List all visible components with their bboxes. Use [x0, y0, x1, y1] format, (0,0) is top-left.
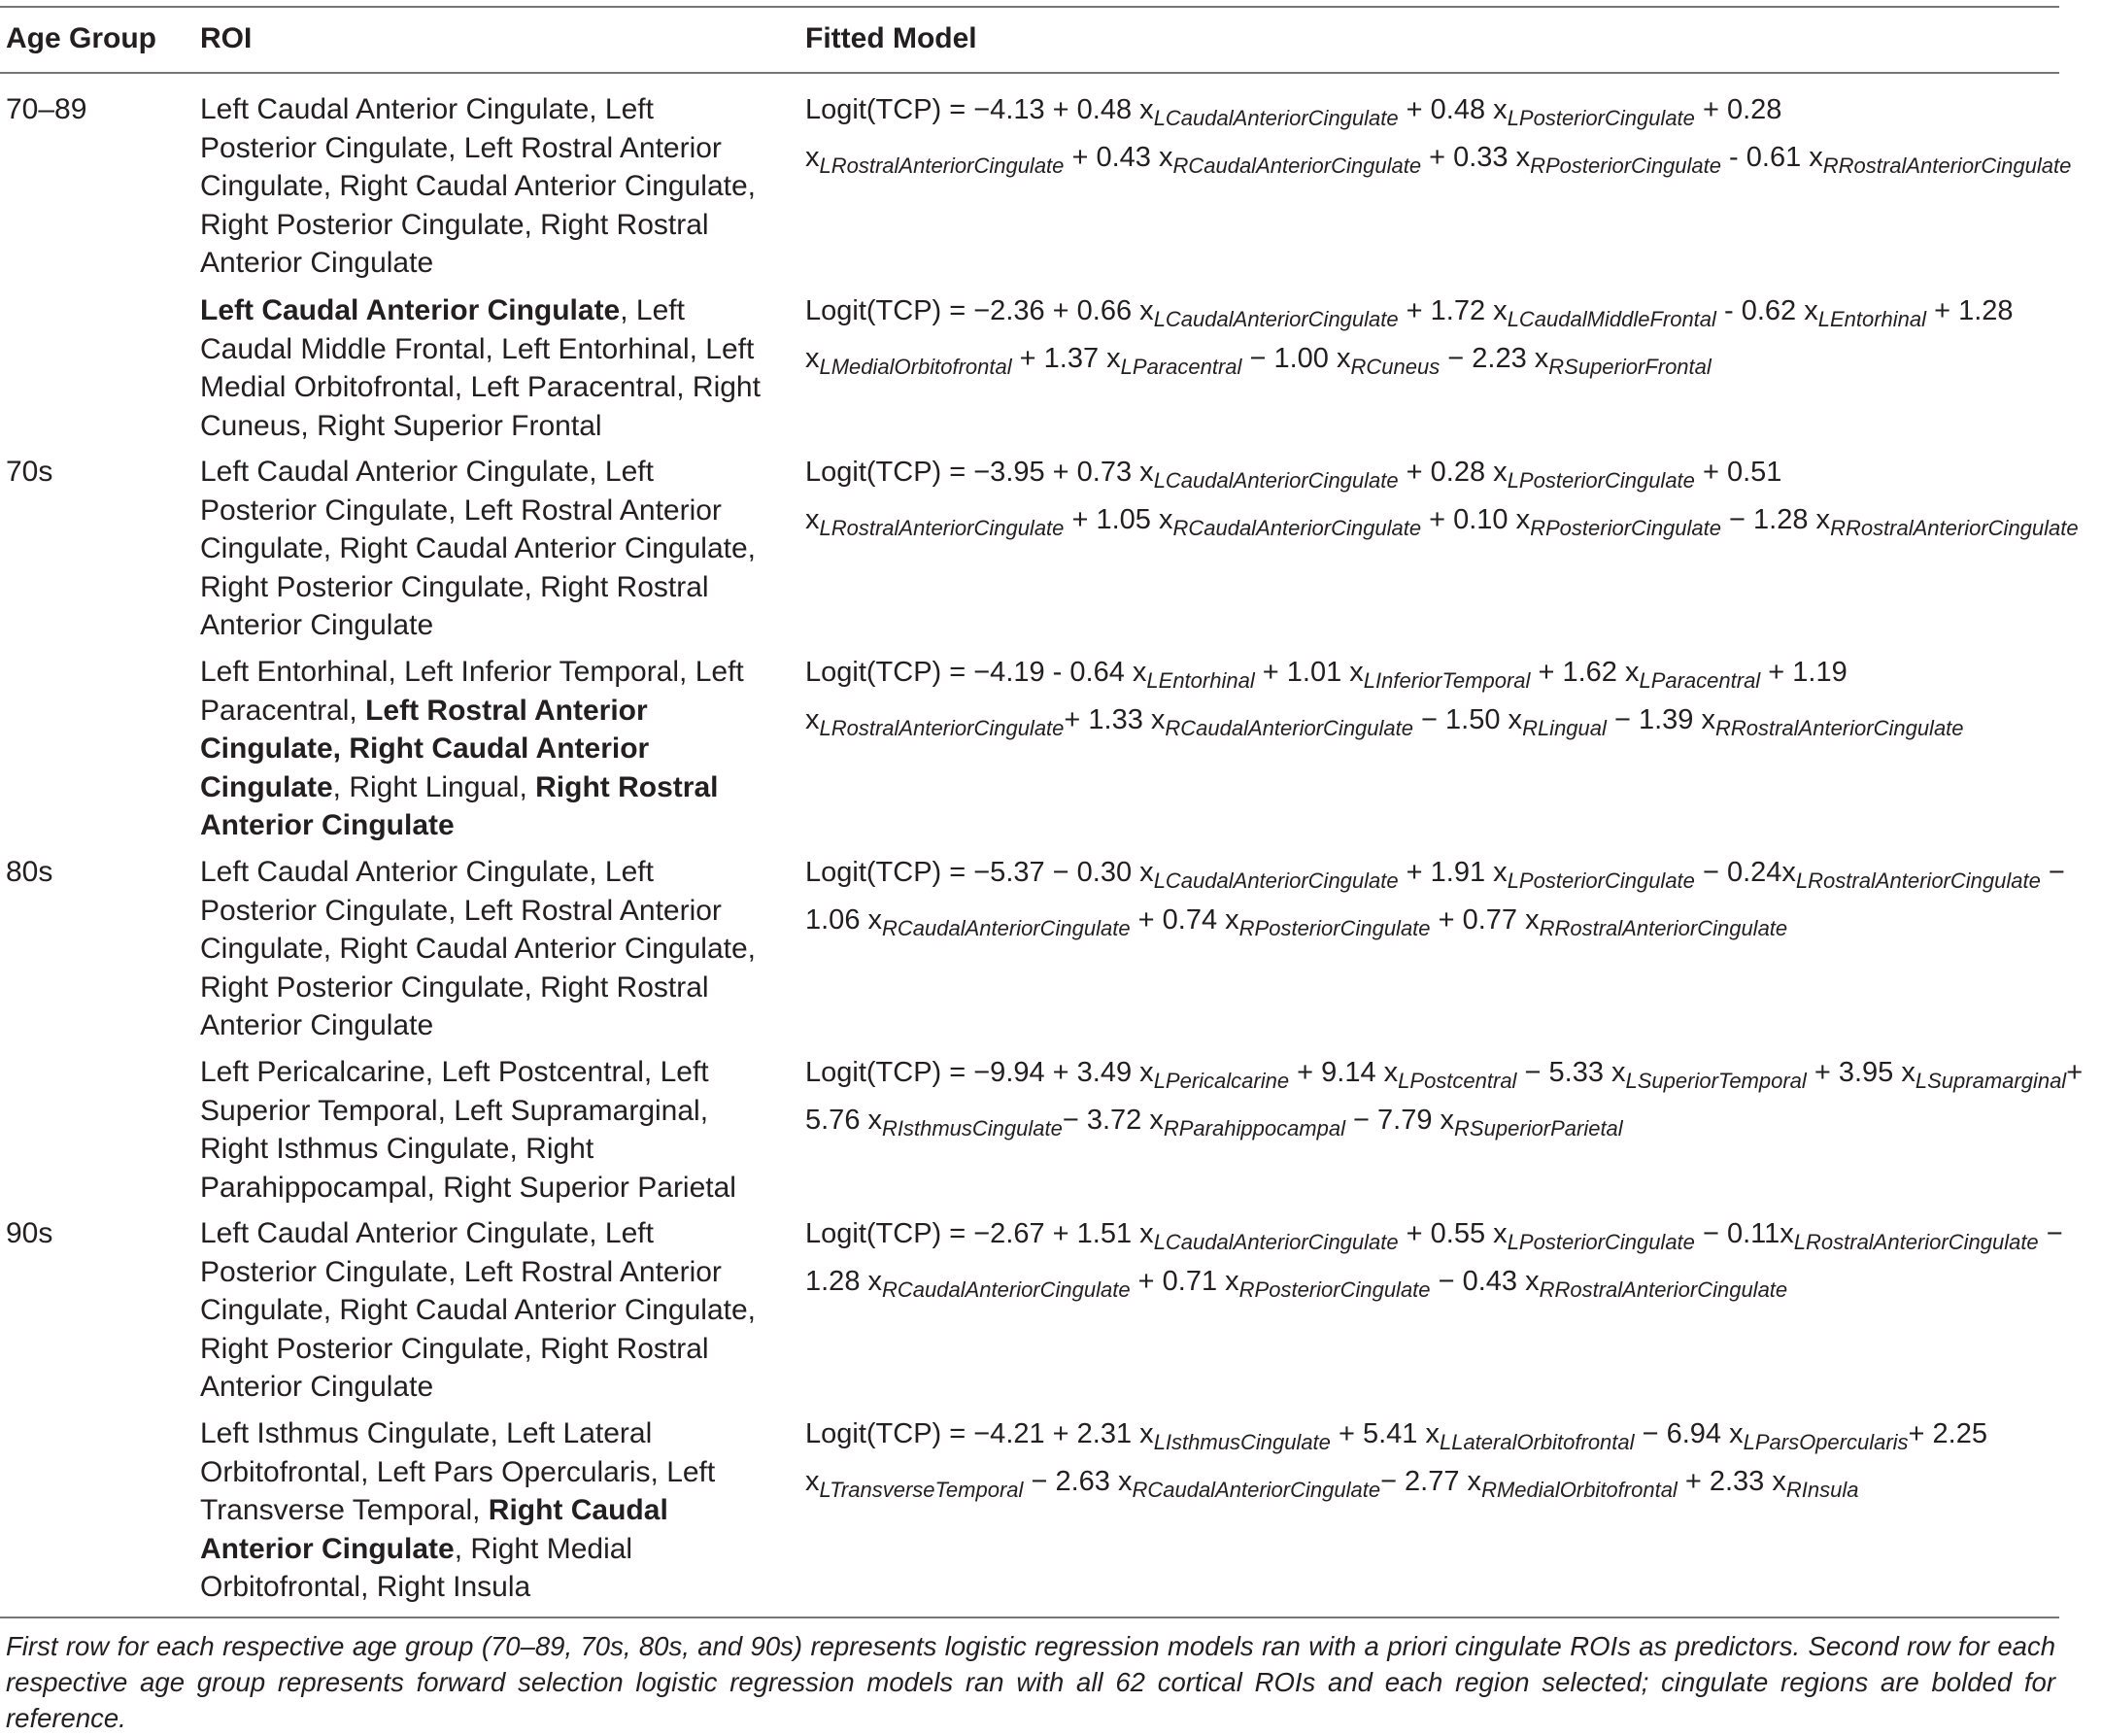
roi-cell	[200, 291, 763, 445]
table-top-rule	[0, 6, 2059, 8]
equation-term: + 1.19	[1760, 657, 1848, 688]
equation-subscript: LRostralAnteriorCingulate	[819, 153, 1065, 178]
equation-term: − 6.94 x	[1634, 1418, 1744, 1449]
model-equation-line	[805, 1101, 2097, 1148]
model-equation-line	[805, 453, 2097, 500]
equation-subscript: LParsOpercularis	[1743, 1430, 1909, 1454]
equation-term: − 0.11x	[1694, 1218, 1794, 1249]
fitted-model-cell	[805, 1053, 2097, 1148]
equation-subscript: LPosteriorCingulate	[1507, 1230, 1695, 1254]
model-equation-line	[805, 1462, 2097, 1510]
equation-subscript: RRostralAnteriorCingulate	[1714, 716, 1964, 740]
table-footnote: First row for each respective age group (70–89, 70s, 80s, and 90s) represents logistic regression models ran with a priori cingulate ROIs as predictors. Second row for each respective age group represents forward selection logistic regression models ran with all 62 cortical ROIs and each region selected; cingulate regions are bolded for reference.	[6, 1631, 2055, 1733]
equation-term: + 0.71 x	[1130, 1266, 1239, 1297]
age-group-cell: 80s	[6, 856, 53, 888]
equation-term: x	[805, 142, 820, 173]
equation-subscript: LCaudalAnteriorCingulate	[1153, 868, 1399, 893]
equation-term: x	[805, 704, 820, 735]
roi-text: Left Caudal Anterior Cingulate, Left Posterior Cingulate, Left Rostral Anterior Cingulate, Right Caudal Anterior Cingulate, Right Posterior Cingulate, Right Rostral Anterior Cingulate	[200, 93, 757, 279]
model-equation-line	[805, 1262, 2097, 1310]
equation-subscript: LCaudalMiddleFrontal	[1507, 307, 1716, 331]
equation-term: + 1.01 x	[1254, 657, 1364, 688]
equation-subscript: LPosteriorCingulate	[1507, 106, 1695, 130]
equation-term: + 1.33 x	[1064, 704, 1166, 735]
equation-term: − 0.24x	[1694, 857, 1796, 888]
roi-cell	[200, 1414, 763, 1607]
equation-term: + 0.43 x	[1064, 142, 1173, 173]
model-equation-line	[805, 901, 2097, 948]
equation-subscript: LRostralAnteriorCingulate	[819, 516, 1065, 540]
equation-subscript: LSupramarginal	[1915, 1069, 2067, 1093]
equation-subscript: LEntorhinal	[1817, 307, 1927, 331]
equation-subscript: LRostralAnteriorCingulate	[1793, 1230, 2039, 1254]
equation-subscript: RPosteriorCingulate	[1530, 516, 1721, 540]
equation-subscript: RCaudalAnteriorCingulate	[882, 916, 1131, 940]
equation-term: −	[2038, 1218, 2063, 1249]
model-equation-line	[805, 90, 2097, 138]
equation-subscript: RPosteriorCingulate	[1530, 153, 1721, 178]
equation-term: 1.28 x	[805, 1266, 882, 1297]
fitted-model-cell	[805, 90, 2097, 186]
header-roi: ROI	[200, 22, 253, 54]
equation-term: + 0.77 x	[1430, 904, 1540, 936]
equation-subscript: RCaudalAnteriorCingulate	[882, 1277, 1131, 1302]
equation-term: Logit(TCP) = −4.13 + 0.48 x	[805, 94, 1154, 125]
equation-subscript: LParacentral	[1639, 668, 1761, 693]
equation-subscript: RCaudalAnteriorCingulate	[1132, 1478, 1381, 1502]
age-group-cell: 70–89	[6, 93, 87, 125]
model-equation-line	[805, 138, 2097, 186]
roi-text-bold: Right Caudal Anterior Cingulate	[200, 1494, 668, 1565]
equation-subscript: LTransverseTemporal	[819, 1478, 1024, 1502]
equation-subscript: RMedialOrbitofrontal	[1481, 1478, 1678, 1502]
fitted-model-cell	[805, 453, 2097, 548]
equation-term: + 0.28 x	[1398, 457, 1508, 488]
equation-term: - 0.61 x	[1721, 142, 1823, 173]
header-fitted-model: Fitted Model	[805, 22, 977, 54]
roi-text-bold: Left Caudal Anterior Cingulate	[200, 294, 621, 326]
equation-term: − 2.23 x	[1440, 343, 1549, 374]
equation-term: − 1.28 x	[1721, 504, 1831, 535]
equation-term: − 0.43 x	[1430, 1266, 1540, 1297]
equation-subscript: RParahippocampal	[1163, 1116, 1345, 1140]
equation-subscript: RInsula	[1785, 1478, 1859, 1502]
equation-subscript: RCaudalAnteriorCingulate	[1172, 153, 1422, 178]
equation-term: + 0.74 x	[1130, 904, 1239, 936]
equation-term: Logit(TCP) = −2.36 + 0.66 x	[805, 295, 1154, 326]
equation-term: + 0.48 x	[1398, 94, 1508, 125]
equation-subscript: RRostralAnteriorCingulate	[1539, 1277, 1788, 1302]
equation-term: Logit(TCP) = −3.95 + 0.73 x	[805, 457, 1154, 488]
table-bottom-rule	[0, 1617, 2059, 1618]
equation-subscript: LPericalcarine	[1153, 1069, 1290, 1093]
equation-term: + 2.25	[1908, 1418, 1987, 1449]
equation-subscript: RRostralAnteriorCingulate	[1830, 516, 2079, 540]
equation-term: − 2.77 x	[1380, 1466, 1482, 1497]
model-equation-line	[805, 1053, 2097, 1101]
equation-term: −	[2040, 857, 2065, 888]
roi-text: , Left Caudal Middle Frontal, Left Entorhinal, Left Medial Orbitofrontal, Left Paracentral, Right Cuneus, Right Superior Frontal	[200, 294, 761, 442]
equation-term: − 5.33 x	[1516, 1057, 1626, 1088]
equation-subscript: LRostralAnteriorCingulate	[819, 716, 1065, 740]
equation-term: Logit(TCP) = −2.67 + 1.51 x	[805, 1218, 1154, 1249]
equation-subscript: RCaudalAnteriorCingulate	[1172, 516, 1422, 540]
roi-text: Left Caudal Anterior Cingulate, Left Posterior Cingulate, Left Rostral Anterior Cingulate, Right Caudal Anterior Cingulate, Right Posterior Cingulate, Right Rostral Anterior Cingulate	[200, 856, 757, 1041]
equation-term: x	[805, 343, 820, 374]
equation-subscript: LPosteriorCingulate	[1507, 468, 1695, 493]
equation-subscript: LPosteriorCingulate	[1507, 868, 1695, 893]
equation-subscript: LLateralOrbitofrontal	[1439, 1430, 1635, 1454]
equation-term: 5.76 x	[805, 1105, 882, 1136]
fitted-model-cell	[805, 291, 2097, 387]
equation-subscript: LCaudalAnteriorCingulate	[1153, 1230, 1399, 1254]
roi-cell	[200, 453, 763, 645]
roi-text: , Right Medial Orbitofrontal, Right Insula	[200, 1532, 633, 1603]
equation-term: Logit(TCP) = −5.37 − 0.30 x	[805, 857, 1154, 888]
equation-term: - 0.62 x	[1715, 295, 1818, 326]
roi-cell	[200, 90, 763, 283]
equation-subscript: RLingual	[1522, 716, 1607, 740]
equation-term: x	[805, 504, 820, 535]
equation-term: − 1.00 x	[1241, 343, 1351, 374]
equation-term: + 9.14 x	[1289, 1057, 1399, 1088]
equation-subscript: RSuperiorFrontal	[1548, 355, 1712, 379]
roi-text: Left Isthmus Cingulate, Left Lateral Orbitofrontal, Left Pars Opercularis, Left Transverse Temporal,	[200, 1417, 716, 1526]
equation-term: + 0.51	[1694, 457, 1782, 488]
equation-subscript: RPosteriorCingulate	[1238, 916, 1431, 940]
equation-subscript: RIsthmusCingulate	[882, 1116, 1063, 1140]
equation-subscript: LCaudalAnteriorCingulate	[1153, 106, 1399, 130]
equation-subscript: LCaudalAnteriorCingulate	[1153, 307, 1399, 331]
equation-term: + 5.41 x	[1330, 1418, 1440, 1449]
roi-cell	[200, 1214, 763, 1407]
equation-term: x	[805, 1466, 820, 1497]
equation-term: − 1.39 x	[1606, 704, 1715, 735]
age-group-cell: 70s	[6, 456, 53, 488]
roi-cell	[200, 653, 763, 845]
fitted-model-cell	[805, 1214, 2097, 1310]
equation-subscript: LSuperiorTemporal	[1625, 1069, 1807, 1093]
equation-subscript: RSuperiorParietal	[1454, 1116, 1623, 1140]
roi-text: Left Caudal Anterior Cingulate, Left Posterior Cingulate, Left Rostral Anterior Cingulate, Right Caudal Anterior Cingulate, Right Posterior Cingulate, Right Rostral Anterior Cingulate	[200, 456, 757, 641]
equation-term: Logit(TCP) = −4.19 - 0.64 x	[805, 657, 1147, 688]
roi-text: , Right Lingual,	[332, 770, 536, 803]
equation-subscript: LParacentral	[1120, 355, 1242, 379]
equation-term: − 3.72 x	[1062, 1105, 1164, 1136]
equation-subscript: LPostcentral	[1398, 1069, 1517, 1093]
model-equation-line	[805, 700, 2097, 748]
fitted-model-cell	[805, 853, 2097, 948]
equation-term: Logit(TCP) = −4.21 + 2.31 x	[805, 1418, 1154, 1449]
equation-subscript: RCuneus	[1350, 355, 1441, 379]
roi-text: Left Pericalcarine, Left Postcentral, Left Superior Temporal, Left Supramarginal, Right Isthmus Cingulate, Right Parahippocampal, Right Superior Parietal	[200, 1056, 736, 1204]
roi-cell	[200, 1053, 763, 1207]
equation-term: +	[2066, 1057, 2084, 1088]
equation-term: + 2.33 x	[1677, 1466, 1786, 1497]
model-equation-line	[805, 339, 2097, 387]
equation-term: + 1.37 x	[1011, 343, 1121, 374]
equation-term: + 1.28	[1926, 295, 2014, 326]
equation-subscript: RRostralAnteriorCingulate	[1539, 916, 1788, 940]
fitted-model-cell	[805, 1414, 2097, 1510]
roi-text-bold: Right Rostral Anterior Cingulate	[200, 770, 719, 841]
equation-term: + 0.28	[1694, 94, 1782, 125]
equation-term: + 1.72 x	[1398, 295, 1508, 326]
equation-subscript: RRostralAnteriorCingulate	[1822, 153, 2072, 178]
equation-term: − 7.79 x	[1344, 1105, 1455, 1136]
equation-term: + 1.91 x	[1398, 857, 1508, 888]
equation-subscript: LInferiorTemporal	[1363, 668, 1531, 693]
equation-term: + 0.10 x	[1421, 504, 1531, 535]
model-equation-line	[805, 1214, 2097, 1262]
equation-term: − 2.63 x	[1023, 1466, 1133, 1497]
equation-term: + 3.95 x	[1806, 1057, 1916, 1088]
age-group-cell: 90s	[6, 1217, 53, 1249]
equation-term: + 0.55 x	[1398, 1218, 1508, 1249]
equation-subscript: LCaudalAnteriorCingulate	[1153, 468, 1399, 493]
model-equation-line	[805, 500, 2097, 548]
equation-subscript: LEntorhinal	[1146, 668, 1255, 693]
header-age-group: Age Group	[6, 22, 156, 54]
roi-cell	[200, 853, 763, 1045]
equation-subscript: RPosteriorCingulate	[1238, 1277, 1431, 1302]
model-equation-line	[805, 653, 2097, 700]
table-header-rule	[0, 72, 2059, 74]
equation-term: Logit(TCP) = −9.94 + 3.49 x	[805, 1057, 1154, 1088]
equation-subscript: LRostralAnteriorCingulate	[1795, 868, 2041, 893]
roi-text: Left Caudal Anterior Cingulate, Left Posterior Cingulate, Left Rostral Anterior Cingulate, Right Caudal Anterior Cingulate, Right Posterior Cingulate, Right Rostral Anterior Cingulate	[200, 1217, 757, 1403]
model-equation-line	[805, 1414, 2097, 1462]
roi-text: Left Entorhinal, Left Inferior Temporal, Left Paracentral,	[200, 656, 744, 727]
equation-term: + 0.33 x	[1421, 142, 1531, 173]
equation-subscript: LIsthmusCingulate	[1153, 1430, 1331, 1454]
equation-subscript: RCaudalAnteriorCingulate	[1165, 716, 1413, 740]
model-equation-line	[805, 853, 2097, 901]
equation-term: 1.06 x	[805, 904, 882, 936]
equation-term: − 1.50 x	[1413, 704, 1523, 735]
equation-term: + 1.62 x	[1530, 657, 1640, 688]
fitted-model-cell	[805, 653, 2097, 748]
equation-term: + 1.05 x	[1064, 504, 1173, 535]
model-equation-line	[805, 291, 2097, 339]
roi-text-bold: Left Rostral Anterior Cingulate, Right Caudal Anterior Cingulate	[200, 694, 650, 803]
equation-subscript: LMedialOrbitofrontal	[819, 355, 1012, 379]
